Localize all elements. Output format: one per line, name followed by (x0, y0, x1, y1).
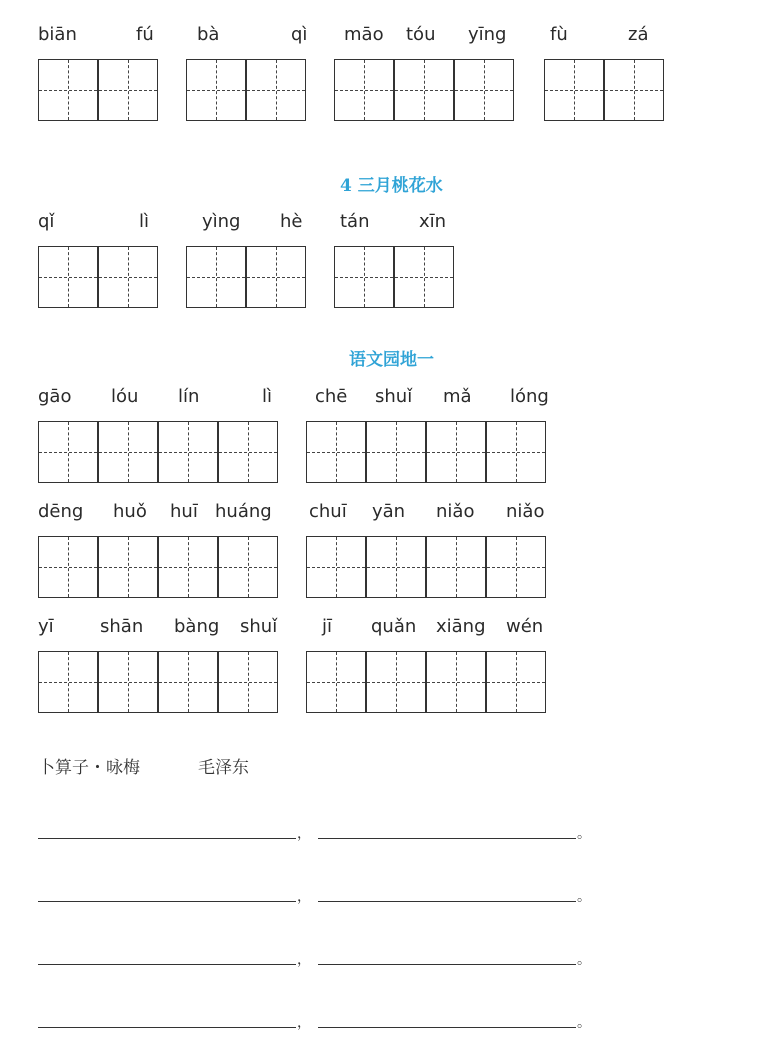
section-title: 4 三月桃花水 (340, 176, 443, 196)
writing-cell[interactable] (426, 421, 486, 483)
writing-cell[interactable] (186, 246, 246, 308)
period: 。 (577, 952, 591, 968)
answer-line[interactable] (38, 901, 296, 902)
writing-cell[interactable] (38, 246, 98, 308)
pinyin: chē (315, 386, 348, 407)
pinyin: xiāng (436, 616, 486, 637)
pinyin: niǎo (506, 501, 545, 522)
writing-grid[interactable] (186, 246, 306, 308)
pinyin: huī (170, 501, 198, 522)
period: 。 (577, 1015, 591, 1031)
writing-grid[interactable] (306, 421, 546, 483)
pinyin: shān (100, 616, 144, 637)
writing-cell[interactable] (426, 651, 486, 713)
section-title: 语文园地一 (349, 350, 434, 370)
writing-cell[interactable] (486, 651, 546, 713)
writing-cell[interactable] (306, 421, 366, 483)
writing-cell[interactable] (38, 651, 98, 713)
pinyin: lóu (111, 386, 139, 407)
comma: ， (297, 952, 311, 968)
writing-cell[interactable] (158, 536, 218, 598)
writing-grid[interactable] (38, 421, 278, 483)
pinyin: huáng (215, 501, 272, 522)
writing-cell[interactable] (98, 246, 158, 308)
pinyin: tóu (406, 24, 436, 45)
pinyin: niǎo (436, 501, 475, 522)
comma: ， (297, 1015, 311, 1031)
writing-cell[interactable] (218, 421, 278, 483)
writing-cell[interactable] (98, 536, 158, 598)
writing-grid[interactable] (454, 59, 514, 121)
pinyin: lóng (510, 386, 549, 407)
writing-cell[interactable] (98, 59, 158, 121)
pinyin: qì (291, 24, 308, 45)
pinyin: yìng (202, 211, 241, 232)
writing-grid[interactable] (334, 59, 454, 121)
pinyin: fù (550, 24, 568, 45)
pinyin: hè (280, 211, 303, 232)
pinyin: dēng (38, 501, 84, 522)
period: 。 (577, 826, 591, 842)
writing-grid[interactable] (38, 246, 158, 308)
writing-cell[interactable] (486, 536, 546, 598)
writing-cell[interactable] (306, 651, 366, 713)
writing-cell[interactable] (394, 59, 454, 121)
writing-cell[interactable] (334, 246, 394, 308)
pinyin: huǒ (113, 501, 147, 522)
writing-cell[interactable] (246, 246, 306, 308)
pinyin: fú (136, 24, 154, 45)
writing-cell[interactable] (38, 59, 98, 121)
pinyin: quǎn (371, 616, 417, 637)
writing-cell[interactable] (604, 59, 664, 121)
pinyin: gāo (38, 386, 72, 407)
writing-cell[interactable] (366, 651, 426, 713)
answer-line[interactable] (318, 964, 576, 965)
period: 。 (577, 889, 591, 905)
pinyin: jī (322, 616, 333, 637)
writing-cell[interactable] (366, 536, 426, 598)
writing-cell[interactable] (158, 421, 218, 483)
writing-cell[interactable] (98, 421, 158, 483)
pinyin: zá (628, 24, 649, 45)
pinyin: yī (38, 616, 54, 637)
writing-grid[interactable] (38, 536, 278, 598)
writing-grid[interactable] (334, 246, 454, 308)
pinyin: shuǐ (375, 386, 413, 407)
answer-line[interactable] (318, 901, 576, 902)
pinyin: tán (340, 211, 370, 232)
answer-line[interactable] (38, 838, 296, 839)
pinyin: xīn (419, 211, 447, 232)
writing-cell[interactable] (38, 421, 98, 483)
pinyin: chuī (309, 501, 347, 522)
pinyin: lì (139, 211, 150, 232)
pinyin: shuǐ (240, 616, 278, 637)
writing-cell[interactable] (426, 536, 486, 598)
writing-grid[interactable] (544, 59, 664, 121)
writing-cell[interactable] (544, 59, 604, 121)
poem-title: 卜算子・咏梅 (38, 758, 140, 778)
pinyin: biān (38, 24, 77, 45)
answer-line[interactable] (318, 1027, 576, 1028)
writing-cell[interactable] (366, 421, 426, 483)
writing-cell[interactable] (454, 59, 514, 121)
pinyin: bàng (174, 616, 220, 637)
writing-cell[interactable] (218, 536, 278, 598)
pinyin: bà (197, 24, 220, 45)
answer-line[interactable] (38, 964, 296, 965)
writing-cell[interactable] (306, 536, 366, 598)
pinyin: lì (262, 386, 273, 407)
writing-cell[interactable] (186, 59, 246, 121)
pinyin: wén (506, 616, 544, 637)
pinyin: māo (344, 24, 384, 45)
writing-cell[interactable] (38, 536, 98, 598)
writing-cell[interactable] (334, 59, 394, 121)
writing-cell[interactable] (158, 651, 218, 713)
writing-grid[interactable] (38, 59, 158, 121)
pinyin: qǐ (38, 211, 55, 232)
writing-cell[interactable] (98, 651, 158, 713)
writing-grid[interactable] (38, 651, 278, 713)
writing-cell[interactable] (394, 246, 454, 308)
writing-grid[interactable] (306, 651, 546, 713)
pinyin: yīng (468, 24, 507, 45)
comma: ， (297, 889, 311, 905)
answer-line[interactable] (318, 838, 576, 839)
poem-author: 毛泽东 (198, 758, 249, 778)
comma: ， (297, 826, 311, 842)
pinyin: yān (372, 501, 406, 522)
pinyin: lín (178, 386, 200, 407)
answer-line[interactable] (38, 1027, 296, 1028)
writing-grid[interactable] (186, 59, 306, 121)
pinyin: mǎ (443, 386, 472, 407)
writing-cell[interactable] (246, 59, 306, 121)
writing-cell[interactable] (486, 421, 546, 483)
writing-cell[interactable] (218, 651, 278, 713)
writing-grid[interactable] (306, 536, 546, 598)
